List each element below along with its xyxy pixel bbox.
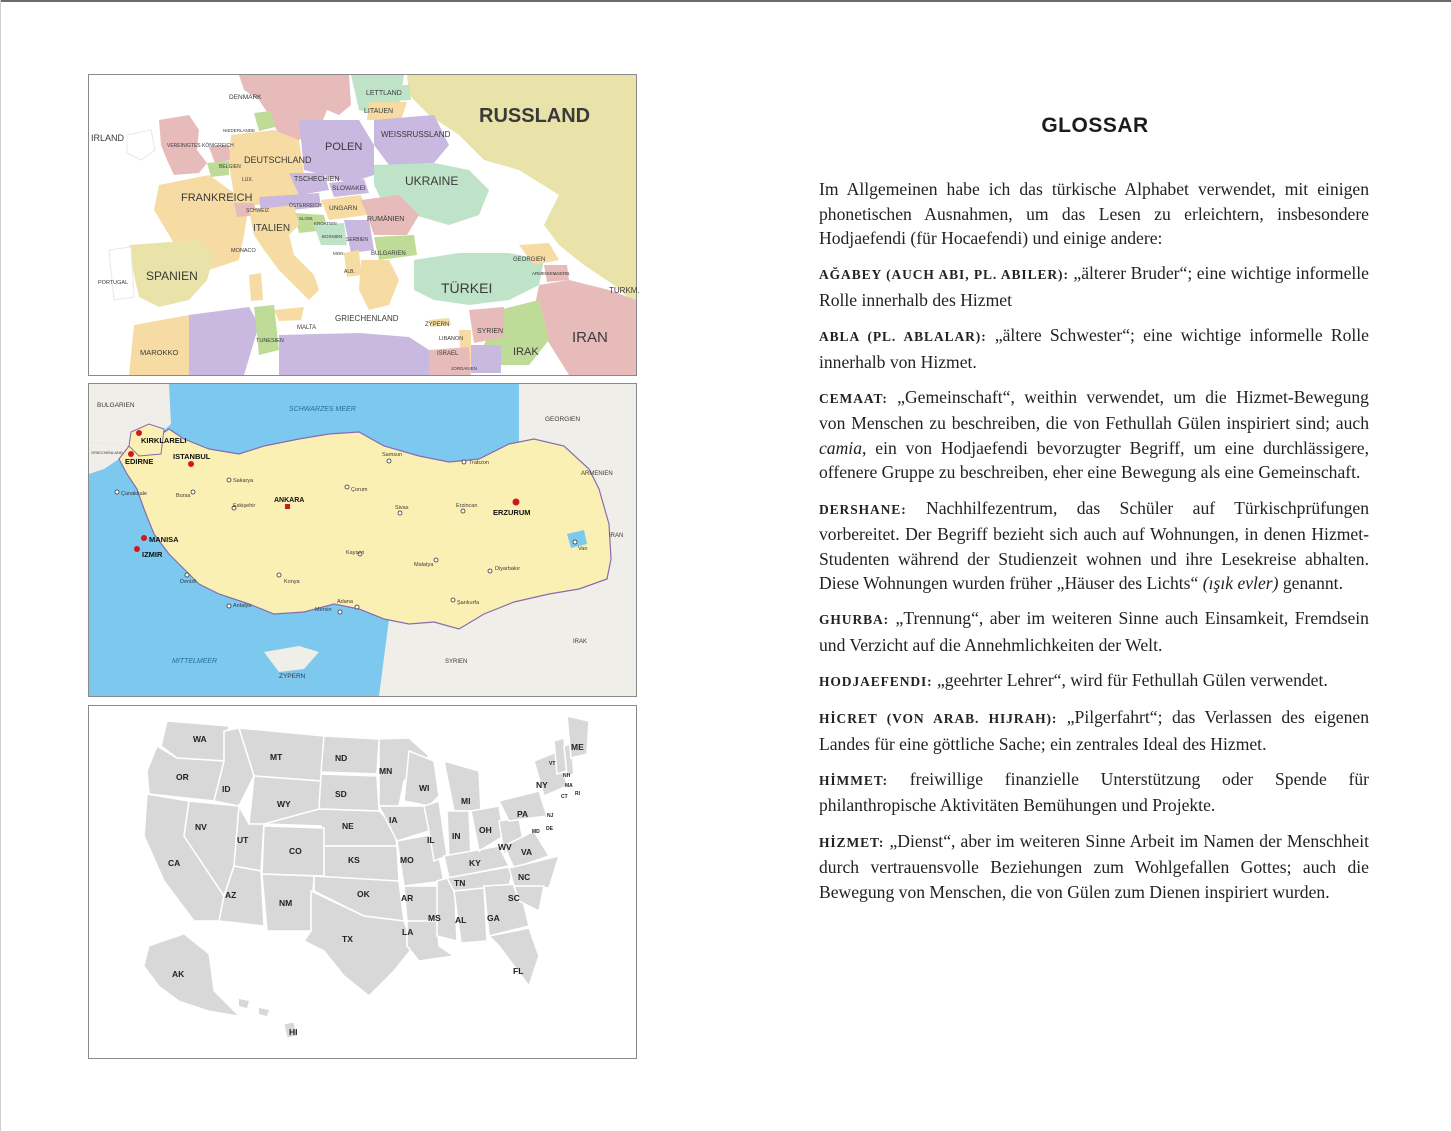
city-label: Van xyxy=(578,546,588,552)
turkey-map xyxy=(88,383,637,697)
map-label: GRIECHENLAND xyxy=(335,314,399,323)
region-label: IRAK xyxy=(573,639,588,645)
city-marker xyxy=(141,535,147,541)
map-label: MONACO xyxy=(231,248,256,254)
region-label: GRIECHENLAND xyxy=(91,450,123,455)
state-label: NY xyxy=(536,780,548,790)
state-label: NE xyxy=(342,821,354,831)
city-label: Mersin xyxy=(315,607,332,613)
glossary-definition: „ältere Schwester“; eine wichtige informelle Rolle innerhalb von Hizmet. xyxy=(819,324,1369,372)
glossary-definition: , ein von Hodjaefendi bevorzugter Begriff, um eine durchlässigere, offenere Gruppe zu beschreiben, eher eine Bewegung als eine Gemeinschaft. xyxy=(819,437,1369,483)
map-label: WEISSRUSSLAND xyxy=(381,130,451,139)
glossary-term: AĞABEY (AUCH ABI, PL. ABILER): xyxy=(819,267,1069,283)
map-label: BOSNIEN xyxy=(322,234,343,239)
glossary-definition: „Dienst“, aber im weiteren Sinne Arbeit im Namen der Menschheit durch vertrauensvolle Beziehungen zum Wohlgefallen Gottes; auch die Bewegung von Menschen, die von Gülen zum Dienen inspiriert wurden. xyxy=(819,830,1369,902)
map-label: BELGIEN xyxy=(219,164,241,170)
map-label: DENMARK xyxy=(229,94,262,101)
state-label: KY xyxy=(469,858,481,868)
state-label: PA xyxy=(517,809,529,819)
glossary-term: ABLA (PL. ABLALAR): xyxy=(819,328,987,344)
glossary-term: HİCRET (VON ARAB. HIJRAH): xyxy=(819,711,1058,727)
state-label: NC xyxy=(518,872,531,882)
map-label: NIEDERLANDE xyxy=(223,128,256,133)
map-label: LITAUEN xyxy=(364,108,394,115)
state-label: OH xyxy=(479,825,492,835)
glossary-definition: genannt. xyxy=(1282,573,1343,594)
state-label: MT xyxy=(270,752,283,762)
top-border xyxy=(0,0,1451,2)
map-label: ÖSTERREICH xyxy=(289,203,322,209)
glossary-definition: „Pilgerfahrt“; das Verlassen des eigenen Landes für eine göttliche Sache; ein zentrales Ideal des Hizmet. xyxy=(819,707,1369,754)
state-label: NM xyxy=(279,898,293,908)
map-label: VEREINIGTES KÖNIGREICH xyxy=(167,143,234,149)
glossary-entry xyxy=(819,705,1369,756)
map-label: SLOWAKEI xyxy=(332,185,366,192)
map-label: PORTUGAL xyxy=(98,280,129,286)
glossary-definition: „Trennung“, aber im weiteren Sinne auch Einsamkeit, Fremdsein und Verzicht auf die Annehmlichkeiten der Welt. xyxy=(819,608,1369,655)
state-label: HI xyxy=(289,1027,298,1037)
map-label: SLOW. xyxy=(299,216,314,221)
glossary-intro: Im Allgemeinen habe ich das türkische Alphabet verwendet, mit einigen phonetischen Ausnahmen, um das Lesen zu erleichtern, insbesondere Hodjaefendi (für Hocaefendi) und einige andere: xyxy=(819,179,1369,249)
glossary-entry xyxy=(819,385,1369,485)
state-label: UT xyxy=(237,835,249,845)
map-label: ISRAEL xyxy=(437,351,459,357)
map-label: IRAN xyxy=(572,329,608,346)
city-label: Samsun xyxy=(382,452,403,458)
map-label: LUX. xyxy=(242,177,254,183)
city-marker xyxy=(188,461,194,467)
map-label: ITALIEN xyxy=(253,223,291,234)
map-label: IRLAND xyxy=(91,133,125,143)
glossary-italic-term: (ışık evler) xyxy=(1202,573,1279,594)
state-label: OR xyxy=(176,772,189,782)
state-label: TN xyxy=(454,878,466,888)
map-label: TSCHECHIEN xyxy=(294,176,340,183)
city-label: Kayseri xyxy=(346,550,365,556)
state-label: AR xyxy=(401,893,414,903)
city-label: Çorum xyxy=(351,487,368,493)
state-label: IA xyxy=(389,815,398,825)
state-label: WV xyxy=(498,842,512,852)
map-label: SYRIEN xyxy=(477,328,504,335)
region-label: ZYPERN xyxy=(279,673,306,680)
map-label: TÜRKEI xyxy=(441,280,493,296)
state-label: VA xyxy=(521,847,533,857)
state-label: NH xyxy=(563,773,571,779)
city-label: Sivas xyxy=(395,505,409,511)
left-page-edge xyxy=(0,0,1,1131)
map-label: DEUTSCHLAND xyxy=(244,155,312,165)
city-label: Bursa xyxy=(176,493,191,499)
map-label: UKRAINE xyxy=(405,174,459,188)
map-label: UNGARN xyxy=(329,205,358,212)
glossary-term: HODJAEFENDI: xyxy=(819,674,933,690)
city-label: EDIRNE xyxy=(125,457,154,466)
glossary-definition: „geehrter Lehrer“, wird für Fethullah Gülen verwendet. xyxy=(936,670,1328,691)
city-label: Trabzon xyxy=(469,460,489,466)
state-label: TX xyxy=(342,934,353,944)
region-label: SCHWARZES MEER xyxy=(289,406,356,413)
state-label: MO xyxy=(400,855,414,865)
state-label: FL xyxy=(513,966,524,976)
glossary-term: CEMAAT: xyxy=(819,390,888,406)
state-label: WY xyxy=(277,799,291,809)
map-label: FRANKREICH xyxy=(181,192,253,204)
state-label: RI xyxy=(575,791,580,797)
state-label: MI xyxy=(461,796,471,806)
city-label: Çanakkale xyxy=(121,491,147,497)
map-label: SERBIEN xyxy=(346,237,368,243)
city-marker xyxy=(513,499,520,506)
region-label: ARMENIEN xyxy=(581,471,613,477)
map-label: MON. xyxy=(333,251,345,256)
city-label: Adana xyxy=(337,599,353,605)
region-label: MITTELMEER xyxy=(172,658,218,665)
city-label: KIRKLARELI xyxy=(141,436,187,445)
state-label: MA xyxy=(565,783,573,789)
glossary-entry xyxy=(819,767,1369,818)
city-marker xyxy=(134,546,140,552)
state-label: CT xyxy=(561,794,568,800)
map-label: ZYPERN xyxy=(425,322,450,328)
state-label: NJ xyxy=(547,813,554,819)
europe-map xyxy=(88,74,640,376)
city-label: Antalya xyxy=(233,603,252,609)
state-label: AL xyxy=(455,915,467,925)
map-label: KROATIEN xyxy=(314,221,337,226)
city-label: IZMIR xyxy=(142,550,163,559)
map-label: ASERB. xyxy=(554,271,571,276)
city-label: Şanlıurfa xyxy=(457,600,480,606)
state-label: CO xyxy=(289,846,302,856)
state-label: GA xyxy=(487,913,500,923)
state-label: KS xyxy=(348,855,360,865)
state-label: MS xyxy=(428,913,441,923)
glossary-term: DERSHANE: xyxy=(819,501,907,517)
usa-map xyxy=(88,705,637,1059)
city-label: ISTANBUL xyxy=(173,452,211,461)
map-label: MALTA xyxy=(297,325,317,331)
map-label: JORDANIEN xyxy=(451,366,478,371)
state-label: AK xyxy=(172,969,185,979)
state-label: IL xyxy=(427,835,435,845)
city-label: Malatya xyxy=(414,562,434,568)
region-label: IRAN xyxy=(609,533,624,539)
city-label: Erzincan xyxy=(456,503,478,509)
map-label: LETTLAND xyxy=(366,90,402,97)
city-label: Diyarbakır xyxy=(495,566,521,572)
state-label: WI xyxy=(419,783,430,793)
map-label: IRAK xyxy=(513,346,539,358)
city-label: Sakarya xyxy=(233,478,254,484)
state-label: LA xyxy=(402,927,414,937)
glossary-definition: freiwillige finanzielle Unterstützung oder Spende für philanthropische Aktivitäten Bemühungen und Projekte. xyxy=(819,768,1369,816)
map-label: SPANIEN xyxy=(146,269,198,283)
state-label: AZ xyxy=(225,890,237,900)
glossary-entry xyxy=(819,261,1369,312)
state-label: MD xyxy=(532,829,540,835)
city-label: MANISA xyxy=(149,535,179,544)
region-label: SYRIEN xyxy=(445,659,468,665)
state-label: IN xyxy=(452,831,461,841)
capital-marker xyxy=(285,504,290,509)
glossary-term: GHURBA: xyxy=(819,612,890,628)
capital-label: ANKARA xyxy=(274,497,305,504)
state-label: ID xyxy=(222,784,231,794)
glossary-definition: Nachhilfezentrum, das Schüler auf Türkischprüfungen vorbereitet. Der Begriff bezieht sich auch auf Wohnungen, in denen Hizmet-Studenten während der Studienzeit wohnen und ihre Lesekreise abhalten. Diese Wohnungen wurden früher „Häuser des Lichts“ xyxy=(819,497,1369,594)
state-label: NV xyxy=(195,822,207,832)
glossary-entry xyxy=(819,606,1369,657)
glossary-term: HİMMET: xyxy=(819,772,889,788)
map-label: ARMENIEN xyxy=(532,271,556,276)
state-label: MN xyxy=(379,766,393,776)
state-label: WA xyxy=(193,734,207,744)
glossary-entry xyxy=(819,323,1369,374)
glossary-entry xyxy=(819,829,1369,905)
city-label: Eskişehir xyxy=(233,503,256,509)
state-label: ND xyxy=(335,753,348,763)
state-label: SC xyxy=(508,893,520,903)
map-label: LIBANON xyxy=(439,336,464,342)
glossary-italic-term: camia xyxy=(819,437,862,458)
map-label: GEORGIEN xyxy=(513,257,546,263)
glossary-term: HİZMET: xyxy=(819,834,885,850)
map-label: POLEN xyxy=(325,141,363,153)
city-label: ERZURUM xyxy=(493,508,531,517)
glossary-definition: „Gemeinschaft“, weithin verwendet, um die Hizmet-Bewegung von Menschen zu beschreiben, die von Fethullah Gülen inspiriert sind; auch xyxy=(819,386,1369,434)
map-label: BULGARIEN xyxy=(371,251,406,257)
map-label: RUSSLAND xyxy=(479,105,591,127)
map-label: MAROKKO xyxy=(140,348,179,357)
state-label: SD xyxy=(335,789,347,799)
state-label: CA xyxy=(168,858,181,868)
glossary-definition: „älterer Bruder“; eine wichtige informelle Rolle innerhalb des Hizmet xyxy=(819,263,1369,310)
state-label: ME xyxy=(571,742,584,752)
city-label: Konya xyxy=(284,579,300,585)
state-label: VT xyxy=(549,761,556,767)
city-label: Denizli xyxy=(180,579,197,585)
glossary-body xyxy=(819,177,1369,915)
region-label: GEORGIEN xyxy=(545,416,581,423)
state-label: DE xyxy=(546,826,553,832)
map-label: ALB. xyxy=(344,269,355,275)
map-label: TUNESIEN xyxy=(256,338,284,344)
page-title: GLOSSAR xyxy=(1041,114,1149,137)
map-label: RUMÄNIEN xyxy=(367,216,405,223)
map-label: TURKM. xyxy=(609,286,640,295)
state-label: OK xyxy=(357,889,370,899)
region-label: BULGARIEN xyxy=(97,402,135,409)
glossary-entry xyxy=(819,668,1369,695)
map-label: SCHWEIZ xyxy=(246,208,270,214)
glossary-entry xyxy=(819,496,1369,596)
